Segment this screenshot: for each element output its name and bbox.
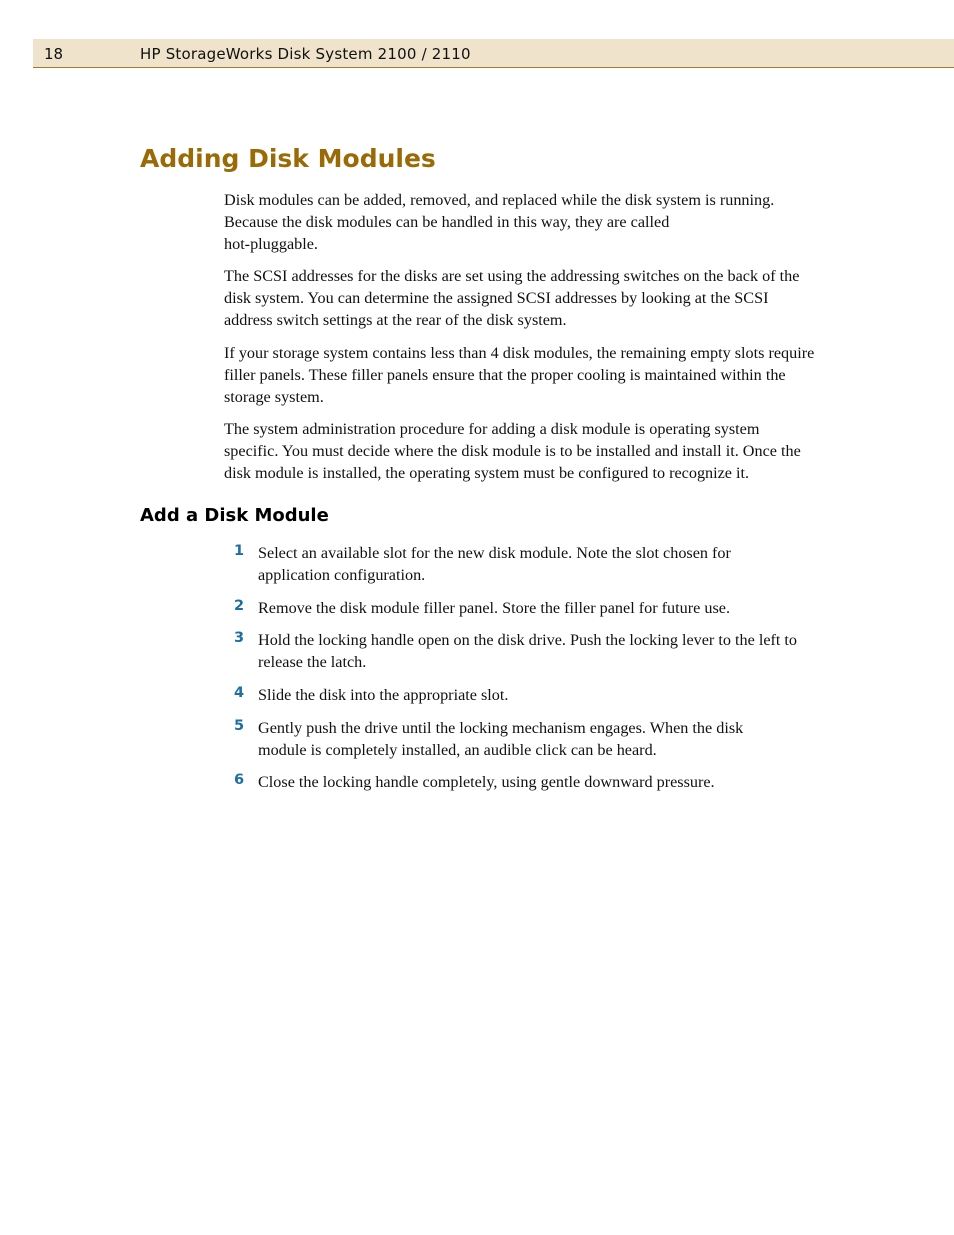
paragraph-admin-procedure: The system administration procedure for adding a disk module is operating system specific. You must decide where the disk module is to be installed and install it. Once the disk module is installed, the operating system must be configured to recognize it.	[224, 420, 801, 482]
step-number: 5	[234, 718, 245, 734]
step-number: 3	[234, 630, 245, 646]
paragraph-scsi-addresses: The SCSI addresses for the disks are set using the addressing switches on the back of the disk system. You can determine the assigned SCSI addresses by looking at the SCSI address switch settings at the rear of the disk system.	[224, 267, 800, 329]
step-number: 2	[234, 598, 245, 614]
paragraph-hot-swap: Disk modules can be added, removed, and replaced while the disk system is running. Because the disk modules can be handled in this way, they are called	[224, 191, 775, 231]
step-text: Gently push the drive until the locking mechanism engages. When the disk module is completely installed, an audible click can be heard.	[258, 719, 744, 759]
paragraph-filler-panels: If your storage system contains less than 4 disk modules, the remaining empty slots require filler panels. These filler panels ensure that the proper cooling is maintained within the storage system.	[224, 344, 815, 406]
paragraph-hot-pluggable: hot-pluggable.	[224, 235, 318, 253]
step-number: 1	[234, 543, 245, 559]
step-text: Close the locking handle completely, using gentle downward pressure.	[258, 773, 715, 791]
step-text: Hold the locking handle open on the disk drive. Push the locking lever to the left to release the latch.	[258, 631, 798, 671]
step-number: 4	[234, 685, 245, 701]
step-text: Remove the disk module filler panel. Store the filler panel for future use.	[258, 599, 730, 617]
running-header	[33, 39, 954, 68]
document-title: HP StorageWorks Disk System 2100 / 2110	[140, 45, 471, 63]
page-number: 18	[44, 45, 64, 63]
subsection-title: Add a Disk Module	[140, 505, 329, 526]
step-number: 6	[234, 772, 245, 788]
step-text: Slide the disk into the appropriate slot.	[258, 686, 509, 704]
section-title: Adding Disk Modules	[140, 144, 436, 173]
step-text: Select an available slot for the new disk module. Note the slot chosen for application configuration.	[258, 544, 731, 584]
